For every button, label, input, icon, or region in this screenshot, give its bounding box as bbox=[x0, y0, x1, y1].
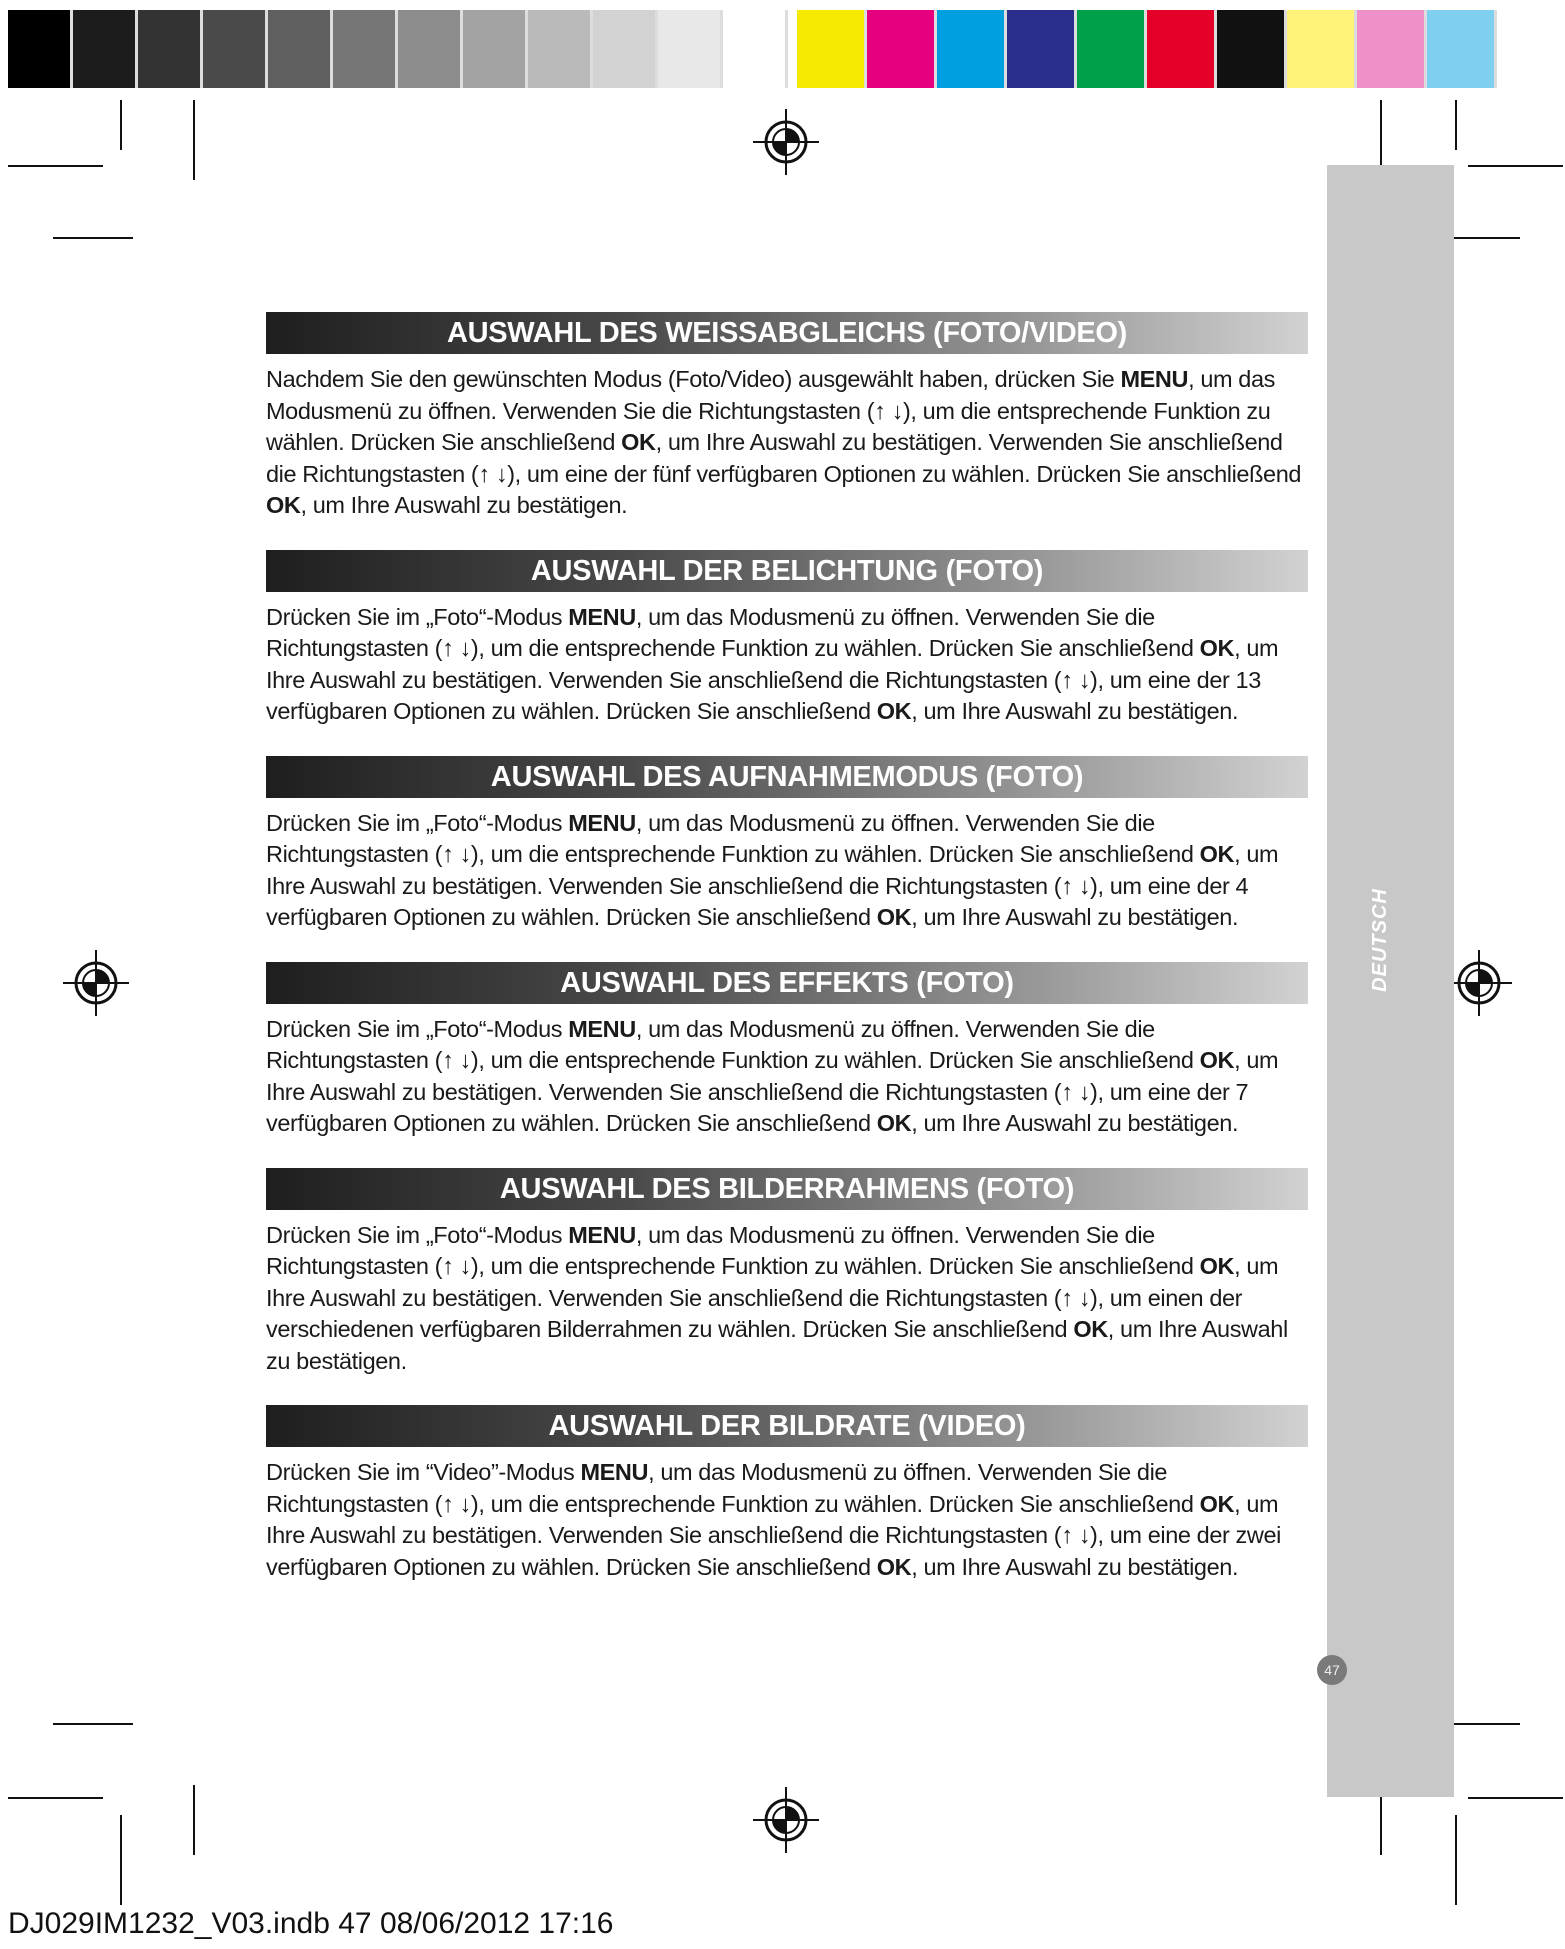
instruction-section bbox=[266, 312, 1308, 522]
section-heading: AUSWAHL DES BILDERRAHMENS (FOTO) bbox=[266, 1168, 1308, 1210]
crop-mark bbox=[1468, 165, 1563, 167]
crop-mark bbox=[120, 1815, 122, 1905]
crop-mark bbox=[193, 1785, 195, 1855]
button-name: OK bbox=[266, 492, 301, 518]
button-name: OK bbox=[1199, 1490, 1235, 1517]
color-swatch bbox=[463, 10, 528, 88]
section-heading: AUSWAHL DER BILDRATE (VIDEO) bbox=[266, 1405, 1308, 1447]
text-run: , um Ihre Auswahl zu bestätigen. bbox=[911, 1553, 1239, 1580]
text-run: , um Ihre Auswahl zu bestätigen. bbox=[911, 904, 1239, 930]
color-swatch bbox=[203, 10, 268, 88]
text-run: Drücken Sie im „Foto“-Modus bbox=[266, 809, 569, 836]
button-name: MENU bbox=[580, 1459, 649, 1485]
crop-mark bbox=[120, 100, 122, 150]
text-run: Drücken Sie im „Foto“-Modus bbox=[266, 1015, 569, 1042]
grayscale-calibration-bar bbox=[8, 10, 788, 88]
color-swatch bbox=[723, 10, 788, 88]
registration-mark-icon bbox=[751, 107, 821, 177]
color-swatch bbox=[398, 10, 463, 88]
instruction-section bbox=[266, 962, 1308, 1140]
text-run: , um Ihre Auswahl zu bestätigen. Verwenden Sie anschließend die Richtungstasten (↑ ↓), um eine der 7 verfügbaren Optionen zu wählen. Drücken Sie anschließend bbox=[266, 1047, 1279, 1136]
text-run: , um das Modusmenü zu öffnen. Verwenden Sie die Richtungstasten (↑ ↓), um die entsprechende Funktion zu wählen. Drücken Sie anschließend bbox=[266, 1221, 1200, 1279]
button-name: OK bbox=[1199, 1047, 1235, 1073]
color-swatch bbox=[797, 10, 867, 88]
instruction-section bbox=[266, 1168, 1308, 1378]
crop-mark bbox=[193, 100, 195, 180]
section-paragraph bbox=[266, 602, 1308, 728]
button-name: OK bbox=[876, 698, 912, 724]
text-run: , um das Modusmenü zu öffnen. Verwenden Sie die Richtungstasten (↑ ↓), um die entsprechende Funktion zu wählen. Drücken Sie anschließend bbox=[266, 1459, 1200, 1517]
crop-mark bbox=[1455, 100, 1457, 150]
color-swatch bbox=[1007, 10, 1077, 88]
color-swatch bbox=[73, 10, 138, 88]
button-name: MENU bbox=[568, 603, 636, 630]
text-run: , um Ihre Auswahl zu bestätigen. bbox=[911, 698, 1239, 724]
section-paragraph bbox=[266, 364, 1308, 522]
crop-mark bbox=[53, 1723, 133, 1725]
color-swatch bbox=[937, 10, 1007, 88]
text-run: Nachdem Sie den gewünschten Modus (Foto/Video) ausgewählt haben, drücken Sie bbox=[266, 366, 1121, 392]
section-heading: AUSWAHL DES AUFNAHMEMODUS (FOTO) bbox=[266, 756, 1308, 798]
color-swatch bbox=[867, 10, 937, 88]
text-run: , um das Modusmenü zu öffnen. Verwenden Sie die Richtungstasten (↑ ↓), um die entsprechende Funktion zu wählen. Drücken Sie anschließend bbox=[266, 809, 1200, 867]
instruction-section bbox=[266, 1405, 1308, 1583]
text-run: , um Ihre Auswahl zu bestätigen. Verwenden Sie anschließend die Richtungstasten (↑ ↓), um einen der verschiedenen verfügbaren Bilderrahmen zu wählen. Drücken Sie anschließend bbox=[266, 1253, 1279, 1342]
button-name: OK bbox=[1199, 1253, 1235, 1279]
color-swatch bbox=[593, 10, 658, 88]
language-label: DEUTSCH bbox=[1369, 888, 1391, 992]
text-run: , um Ihre Auswahl zu bestätigen. bbox=[300, 492, 628, 518]
button-name: OK bbox=[876, 1110, 912, 1136]
text-run: , um das Modusmenü zu öffnen. Verwenden Sie die Richtungstasten (↑ ↓), um die entsprechende Funktion zu wählen. Drücken Sie anschließend bbox=[266, 366, 1275, 455]
section-paragraph bbox=[266, 1457, 1308, 1583]
section-heading: AUSWAHL DES WEISSABGLEICHS (FOTO/VIDEO) bbox=[266, 312, 1308, 354]
text-run: , um Ihre Auswahl zu bestätigen. Verwenden Sie anschließend die Richtungstasten (↑ ↓), um eine der 4 verfügbaren Optionen zu wählen. Drücken Sie anschließend bbox=[266, 841, 1279, 930]
section-heading: AUSWAHL DES EFFEKTS (FOTO) bbox=[266, 962, 1308, 1004]
color-swatch bbox=[333, 10, 398, 88]
button-name: MENU bbox=[568, 1221, 636, 1248]
color-swatch bbox=[1427, 10, 1497, 88]
registration-mark-icon bbox=[61, 948, 131, 1018]
color-swatch bbox=[1217, 10, 1287, 88]
text-run: , um Ihre Auswahl zu bestätigen. Verwenden Sie anschließend die Richtungstasten (↑ ↓), um eine der zwei verfügbaren Optionen zu wählen. Drücken Sie anschließend bbox=[266, 1490, 1281, 1580]
crop-mark bbox=[53, 237, 133, 239]
button-name: OK bbox=[1073, 1316, 1108, 1342]
text-run: , um Ihre Auswahl zu bestätigen. bbox=[266, 1316, 1288, 1374]
button-name: MENU bbox=[568, 809, 636, 836]
button-name: OK bbox=[621, 429, 656, 455]
section-paragraph bbox=[266, 1220, 1308, 1378]
color-swatch bbox=[1287, 10, 1357, 88]
color-swatch bbox=[8, 10, 73, 88]
crop-mark bbox=[8, 1797, 103, 1799]
print-slug: DJ029IM1232_V03.indb 47 08/06/2012 17:16 bbox=[8, 1907, 614, 1940]
color-swatch bbox=[1077, 10, 1147, 88]
crop-mark bbox=[1468, 1797, 1563, 1799]
color-calibration-bar bbox=[797, 10, 1497, 88]
color-swatch bbox=[528, 10, 593, 88]
button-name: OK bbox=[1199, 635, 1235, 661]
button-name: OK bbox=[1199, 841, 1235, 867]
section-paragraph bbox=[266, 1014, 1308, 1140]
color-swatch bbox=[658, 10, 723, 88]
page-number: 47 bbox=[1317, 1655, 1347, 1685]
registration-mark-icon bbox=[751, 1785, 821, 1855]
text-run: Drücken Sie im „Foto“-Modus bbox=[266, 1221, 569, 1248]
instruction-section bbox=[266, 550, 1308, 728]
section-paragraph bbox=[266, 808, 1308, 934]
crop-mark bbox=[8, 165, 103, 167]
text-run: Drücken Sie im “Video”-Modus bbox=[266, 1459, 581, 1485]
instruction-section bbox=[266, 756, 1308, 934]
color-swatch bbox=[1147, 10, 1217, 88]
registration-mark-icon bbox=[1444, 948, 1514, 1018]
color-swatch bbox=[268, 10, 333, 88]
text-run: , um Ihre Auswahl zu bestätigen. Verwenden Sie anschließend die Richtungstasten (↑ ↓), um eine der 13 verfügbaren Optionen zu wählen. Drücken Sie anschließend bbox=[266, 635, 1279, 724]
color-swatch bbox=[1357, 10, 1427, 88]
button-name: OK bbox=[876, 904, 912, 930]
text-run: , um Ihre Auswahl zu bestätigen. Verwenden Sie anschließend die Richtungstasten (↑ ↓), um eine der fünf verfügbaren Optionen zu wählen. Drücken Sie anschließend bbox=[266, 429, 1302, 487]
instruction-content bbox=[266, 312, 1308, 1611]
text-run: , um das Modusmenü zu öffnen. Verwenden Sie die Richtungstasten (↑ ↓), um die entsprechende Funktion zu wählen. Drücken Sie anschließend bbox=[266, 1015, 1200, 1073]
text-run: , um das Modusmenü zu öffnen. Verwenden Sie die Richtungstasten (↑ ↓), um die entsprechende Funktion zu wählen. Drücken Sie anschließend bbox=[266, 603, 1200, 661]
button-name: MENU bbox=[1120, 366, 1189, 392]
crop-mark bbox=[1455, 1815, 1457, 1905]
text-run: Drücken Sie im „Foto“-Modus bbox=[266, 603, 569, 630]
button-name: MENU bbox=[568, 1015, 636, 1042]
button-name: OK bbox=[876, 1553, 912, 1580]
color-swatch bbox=[138, 10, 203, 88]
section-heading: AUSWAHL DER BELICHTUNG (FOTO) bbox=[266, 550, 1308, 592]
text-run: , um Ihre Auswahl zu bestätigen. bbox=[911, 1110, 1239, 1136]
